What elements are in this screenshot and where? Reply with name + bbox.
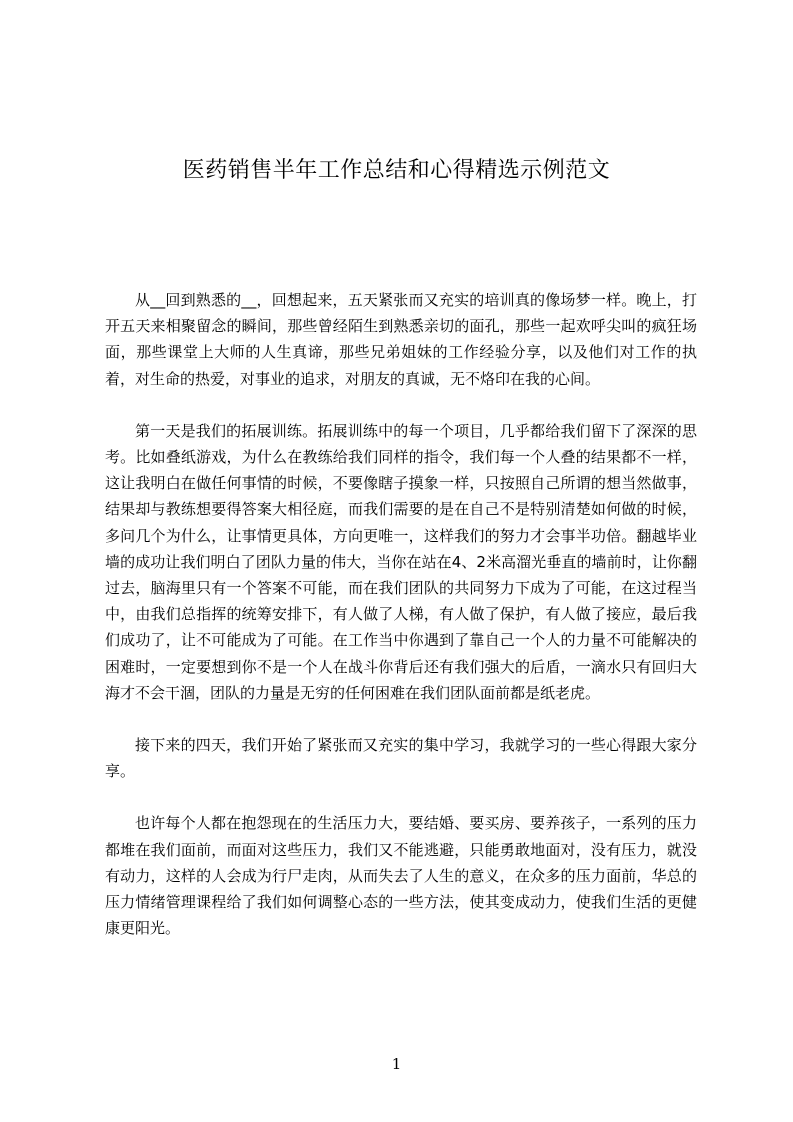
page-number: 1	[391, 1055, 402, 1073]
paragraph-day-one: 第一天是我们的拓展训练。拓展训练中的每一个项目，几乎都给我们留下了深深的思考。比如叠纸游戏，为什么在教练给我们同样的指令，我们每一个人叠的结果都不一样，这让我明白在做任何事情的时候，不要像瞎子摸象一样，只按照自己所谓的想当然做事，结果却与教练想要得答案大相径庭，而我们需要的是在自己不是特别清楚如何做的时候，多问几个为什么，让事情更具体，方向更唯一，这样我们的努力才会事半功倍。翻越毕业墙的成功让我们明白了团队力量的伟大，当你在站在4、2米高溜光垂直的墙前时，让你翻过去，脑海里只有一个答案不可能，而在我们团队的共同努力下成为了可能，在这过程当中，由我们总指挥的统筹安排下，有人做了人梯，有人做了保护，有人做了接应，最后我们成功了，让不可能成为了可能。在工作当中你遇到了靠自己一个人的力量不可能解决的困难时，一定要想到你不是一个人在战斗你背后还有我们强大的后盾，一滴水只有回归大海才不会干涸，团队的力量是无穷的任何困难在我们团队面前都是纸老虎。	[105, 421, 697, 702]
paragraph-intro: 从__回到熟悉的__，回想起来，五天紧张而又充实的培训真的像场梦一样。晚上，打开五天来相聚留念的瞬间，那些曾经陌生到熟悉亲切的面孔，那些一起欢呼尖叫的疯狂场面，那些课堂上大师的人生真谛，那些兄弟姐妹的工作经验分享，以及他们对工作的执着，对生命的热爱，对事业的追求，对朋友的真诚，无不烙印在我的心间。	[105, 291, 697, 388]
document-body	[105, 287, 697, 967]
paragraph-next-four-days: 接下来的四天，我们开始了紧张而又充实的集中学习，我就学习的一些心得跟大家分享。	[105, 736, 697, 781]
document-title: 医药销售半年工作总结和心得精选示例范文	[182, 157, 611, 183]
paragraph-pressure: 也许每个人都在抱怨现在的生活压力大，要结婚、要买房、要养孩子，一系列的压力都堆在我们面前，而面对这些压力，我们又不能逃避，只能勇敢地面对，没有压力，就没有动力，这样的人会成为行尸走肉，从而失去了人生的意义，在众多的压力面前，华总的压力情绪管理课程给了我们如何调整心态的一些方法，使其变成动力，使我们生活的更健康更阳光。	[105, 814, 697, 938]
